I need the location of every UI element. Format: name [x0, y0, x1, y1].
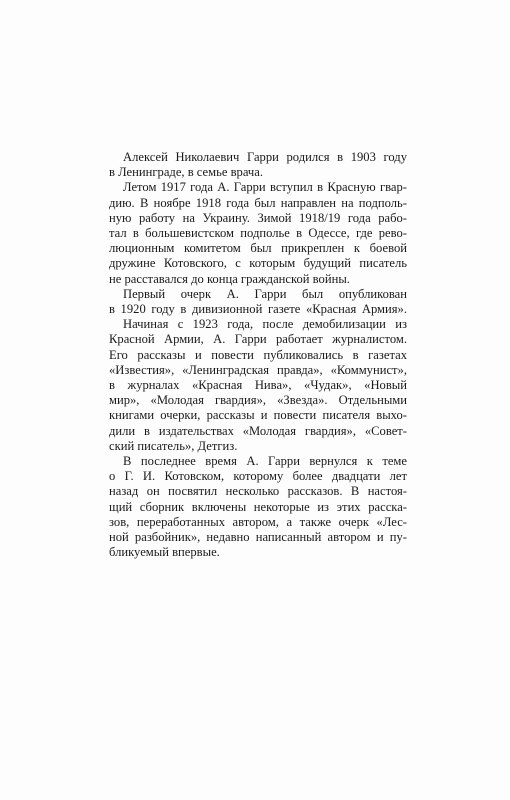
text-line: дию. В ноябре 1918 года был направлен на подполь-	[109, 195, 407, 210]
text-line: бликуемый впервые.	[109, 545, 220, 560]
text-line: не расставался до конца гражданской войны.	[109, 271, 350, 286]
text-line: тал в большевистском подполье в Одессе, где рево-	[109, 226, 407, 241]
text-line: о Г. И. Котовском, которому более двадцати лет	[109, 469, 407, 484]
text-line: книгами очерки, рассказы и повести писателя выхо-	[109, 408, 407, 423]
text-line: ский писатель», Детгиз.	[109, 438, 238, 453]
paragraph-3	[109, 287, 407, 454]
paragraph-2	[109, 180, 407, 286]
text-line: ную работу на Украину. Зимой 1918/19 года рабо-	[109, 210, 407, 225]
text-line: Начиная с 1923 года, после демобилизации из	[123, 317, 407, 332]
text-line: дружине Котовского, с которым будущий писатель	[109, 256, 407, 271]
text-line: дили в издательствах «Молодая гвардия», «Совет-	[109, 423, 407, 438]
text-line: люционным комитетом был прикреплен к боевой	[109, 241, 407, 256]
paragraph-4	[109, 454, 407, 560]
text-line: в 1920 году в дивизионной газете «Красная Армия».	[109, 302, 407, 317]
text-line: «Известия», «Ленинградская правда», «Коммунист»,	[109, 362, 407, 377]
text-line: Его рассказы и повести публиковались в газетах	[109, 347, 407, 362]
text-line: зов, переработанных автором, а также очерк «Лес-	[109, 514, 407, 529]
text-line: Алексей Николаевич Гарри родился в 1903 году	[123, 150, 407, 164]
text-line: Летом 1917 года А. Гарри вступил в Красную гвар-	[123, 180, 407, 195]
text-line: назад он посвятил несколько рассказов. В настоя-	[109, 484, 407, 499]
text-line: в Ленинграде, в семье врача.	[109, 165, 263, 180]
text-line: мир», «Молодая гвардия», «Звезда». Отдельными	[109, 393, 407, 408]
text-line: щий сборник включены некоторые из этих расска-	[109, 499, 407, 514]
paragraph-1	[109, 150, 407, 180]
text-line: Первый очерк А. Гарри был опубликован	[123, 286, 407, 301]
text-line: ной разбойник», недавно написанный автором и пу-	[109, 530, 407, 545]
text-line: в журналах «Красная Нива», «Чудак», «Новый	[109, 378, 407, 393]
author-bio-text	[109, 150, 407, 560]
text-line: Красной Армии, А. Гарри работает журналистом.	[109, 332, 407, 347]
text-line: В последнее время А. Гарри вернулся к теме	[123, 454, 407, 469]
